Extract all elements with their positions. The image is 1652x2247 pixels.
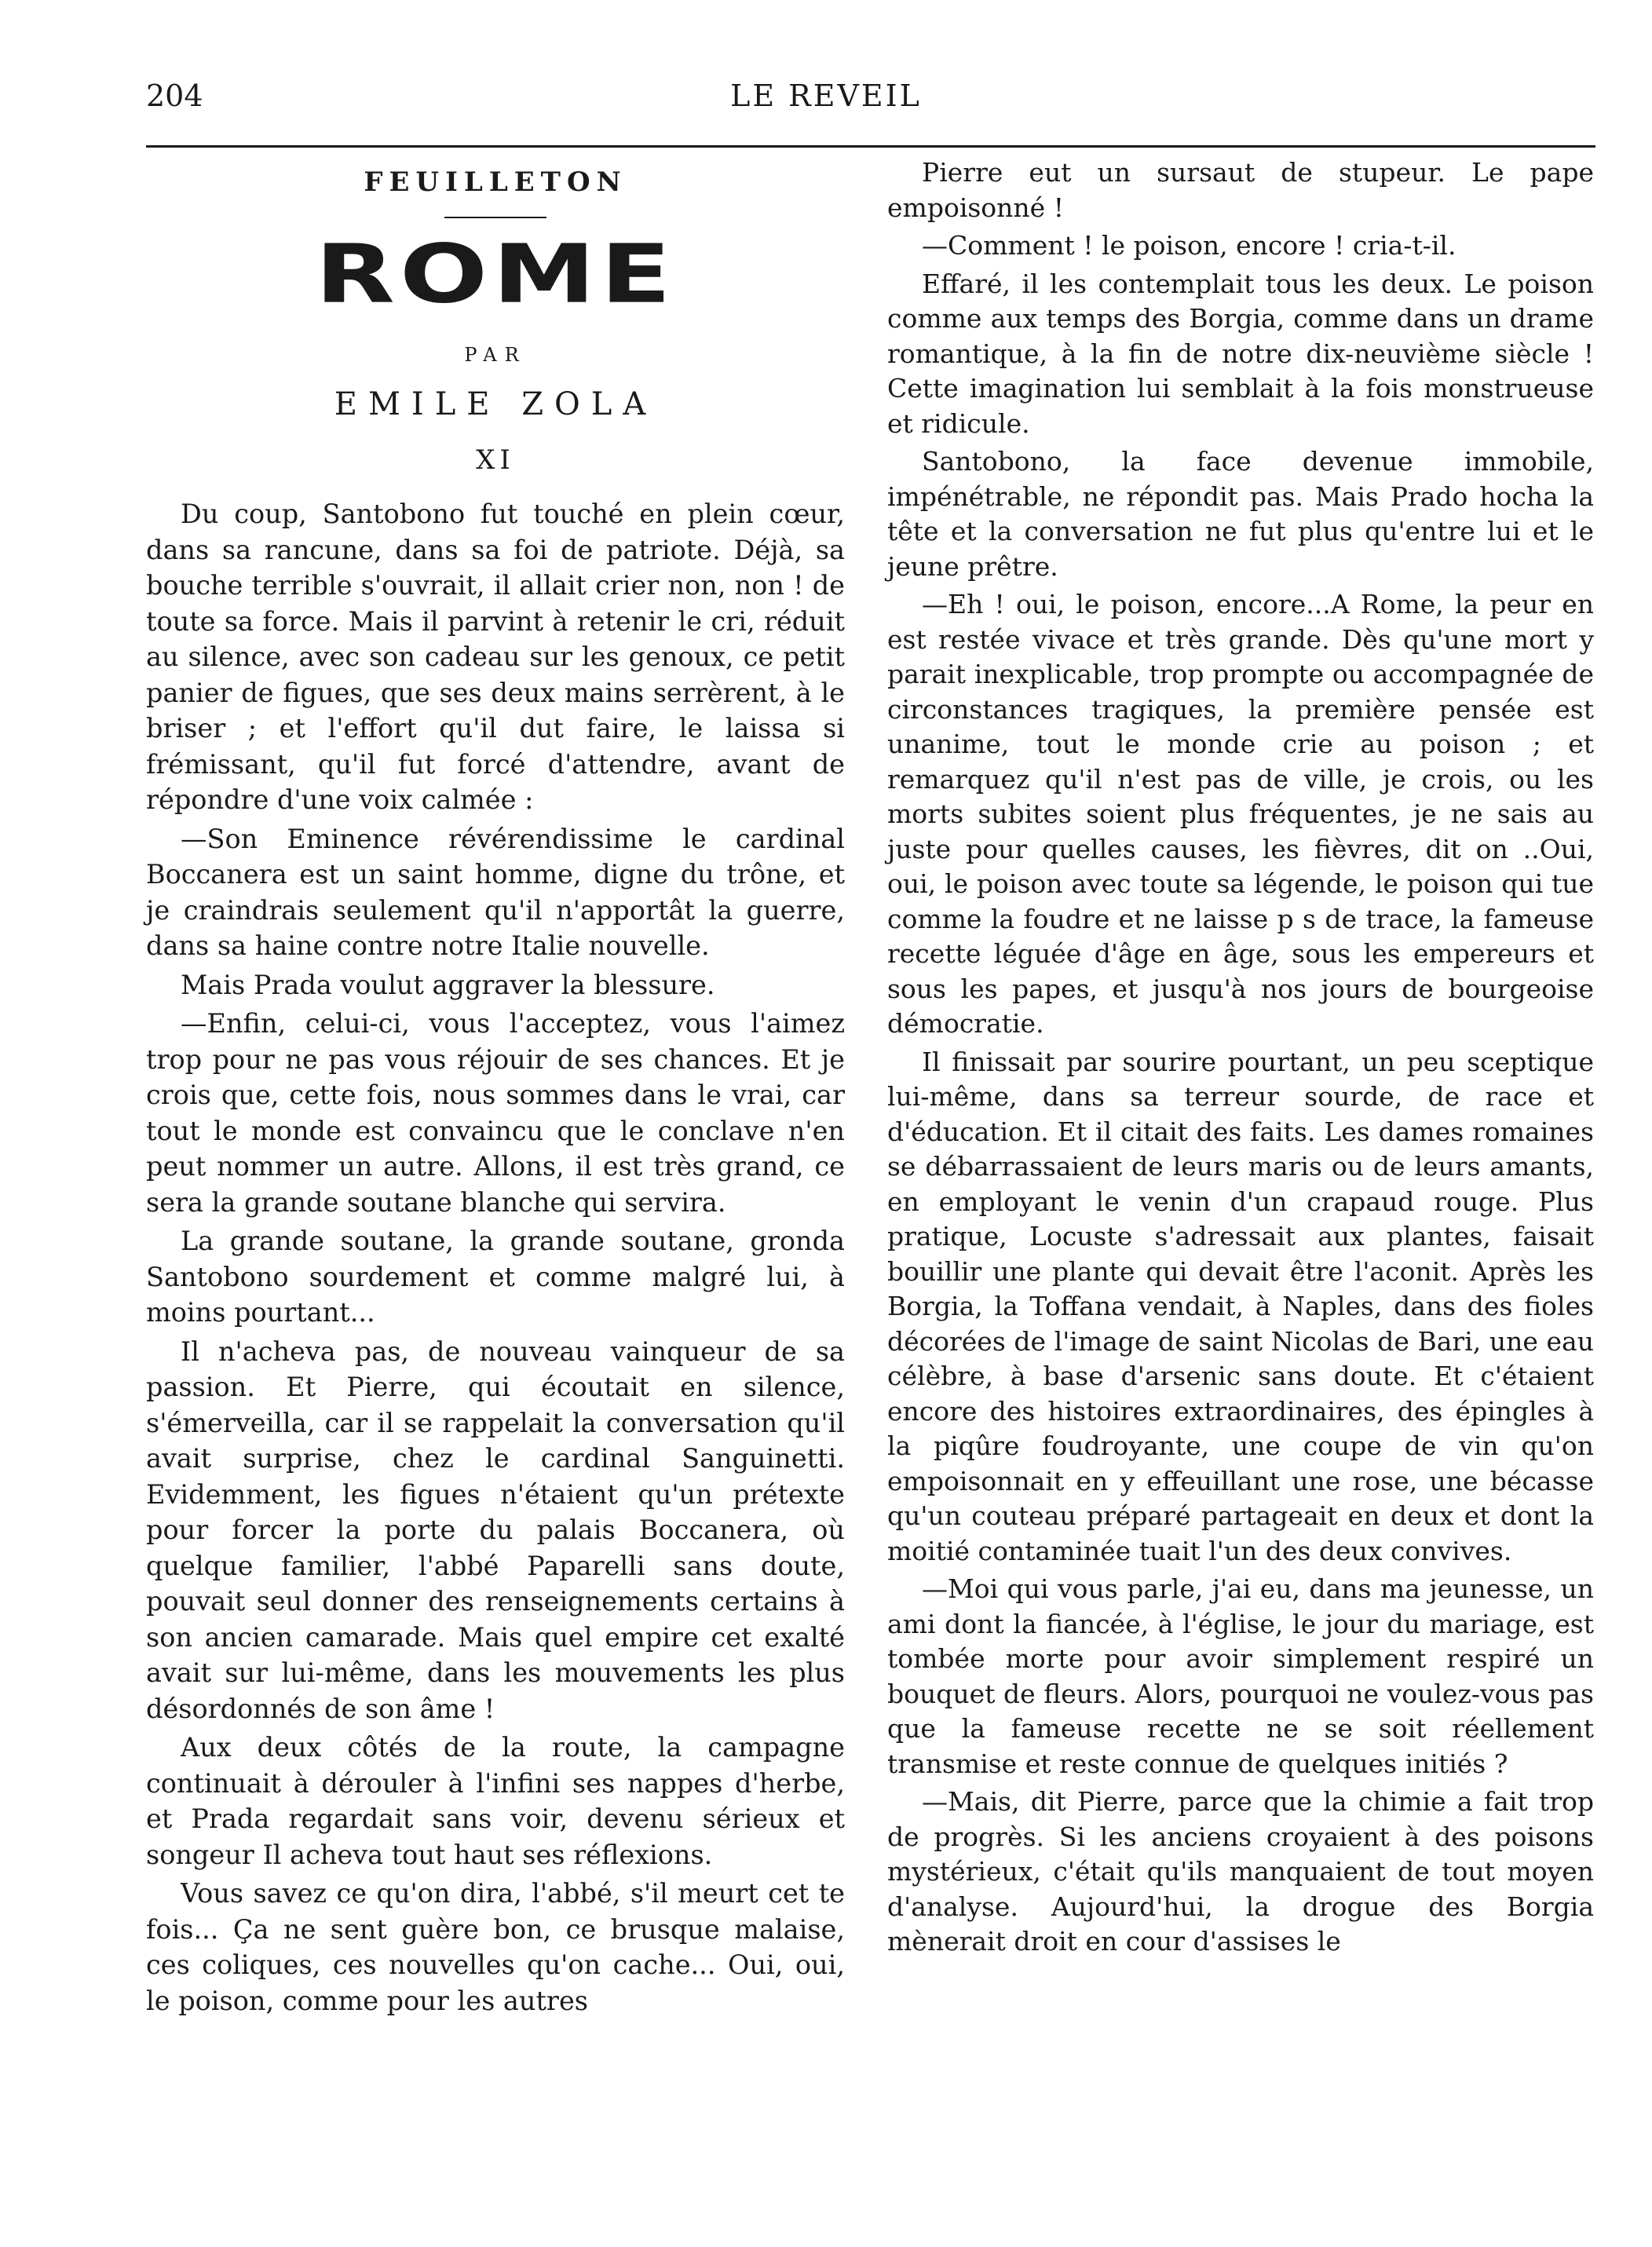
left-body	[146, 496, 845, 2019]
paragraph: La grande soutane, la grande soutane, gronda Santobono sourdement et comme malgré lui, à moins pourtant...	[146, 1226, 845, 1328]
paragraph: Vous savez ce qu'on dira, l'abbé, s'il meurt cet te fois... Ça ne sent guère bon, ce brusque malaise, ces coliques, ces nouvelles qu'on cache... Oui, oui, le poison, comme pour les autres	[146, 1878, 845, 2016]
paragraph: Du coup, Santobono fut touché en plein cœur, dans sa rancune, dans sa foi de patriote. Déjà, sa bouche terrible s'ouvrait, il allait crier non, non ! de toute sa force. Mais il parvint à retenir le cri, réduit au silence, avec son cadeau sur les genoux, ce petit panier de figues, que ses deux mains serrèrent, à le briser ; et l'effort qu'il dut faire, le laissa si frémissant, qu'il fut forcé d'attendre, avant de répondre d'une voix calmée :	[146, 499, 845, 815]
paragraph: —Comment ! le poison, encore ! cria-t-il.	[922, 230, 1456, 261]
chapter-number: XI	[476, 444, 515, 476]
paragraph: Mais Prada voulut aggraver la blessure.	[181, 969, 715, 1000]
left-column	[146, 155, 845, 2022]
page-number: 204	[146, 79, 203, 113]
byline-prefix: PAR	[464, 344, 527, 366]
paragraph: Il finissait par sourire pourtant, un peu sceptique lui-même, dans sa terreur sourde, de race et d'éducation. Et il citait des faits. Les dames romaines se débarrassaient de leurs maris ou de leurs amants, en employant le venin d'un crapaud rouge. Plus pratique, Locuste s'adressait aux plantes, faisait bouillir une plante qui devait être l'aconit. Après les Borgia, la Toffana vendait, à Naples, dans des fioles décorées de l'image de saint Nicolas de Bari, une eau célèbre, à base d'arsenic sans doute. Et c'étaient encore des histoires extraordinaires, des épingles à la piqûre foudroyante, une coupe de vin qu'on empoisonnait en y effeuillant une rose, une bécasse qu'un couteau préparé partageait en deux et dont la moitié contaminée tuait l'un des deux convives.	[887, 1046, 1594, 1566]
paragraph: —Enfin, celui-ci, vous l'acceptez, vous l'aimez trop pour ne pas vous réjouir de ses chances. Et je crois que, cette fois, nous sommes dans le vrai, car tout le monde est convaincu que le conclave n'en peut nommer un autre. Allons, il est très grand, ce sera la grande soutane blanche qui servira.	[146, 1008, 845, 1218]
paragraph: Pierre eut un sursaut de stupeur. Le pape empoisonné !	[887, 157, 1594, 223]
paragraph: —Eh ! oui, le poison, encore...A Rome, la peur en est restée vivace et très grande. Dès qu'une mort y parait inexplicable, trop prompte ou accompagnée de circonstances tragiques, la première pensée est unanime, tout le monde crie au poison ; et remarquez qu'il n'est pas de ville, je crois, ou les morts subites soient plus fréquentes, je ne sais au juste pour quelles causes, les fièvres, dit on ..Oui, oui, le poison avec toute sa légende, le poison qui tue comme la foudre et ne laisse p s de trace, la fameuse recette léguée d'âge en âge, sous les empereurs et sous les papes, et jusqu'à nos jours de bourgeoise démocratie.	[887, 589, 1594, 1039]
novel-title: ROME	[315, 227, 676, 322]
author-name: EMILE ZOLA	[334, 386, 657, 422]
title-divider	[444, 217, 546, 218]
paragraph: —Mais, dit Pierre, parce que la chimie a fait trop de progrès. Si les anciens croyaient à des poisons mystérieux, c'était qu'ils manquaient de tout moyen d'analyse. Aujourd'hui, la drogue des Borgia mènerait droit en cour d'assises le	[887, 1786, 1594, 1957]
right-column	[887, 155, 1594, 1963]
paragraph: Aux deux côtés de la route, la campagne continuait à dérouler à l'infini ses nappes d'herbe, et Prada regardait sans voir, devenu sérieux et songeur Il acheva tout haut ses réflexions.	[146, 1732, 845, 1870]
header-rule	[146, 145, 1595, 148]
paragraph: —Moi qui vous parle, j'ai eu, dans ma jeunesse, un ami dont la fiancée, à l'église, le jour du mariage, est tombée morte pour avoir simplement respiré un bouquet de fleurs. Alors, pourquoi ne voulez-vous pas que la fameuse recette ne se soit réellement transmise et reste connue de quelques initiés ?	[887, 1573, 1594, 1779]
paragraph: Il n'acheva pas, de nouveau vainqueur de sa passion. Et Pierre, qui écoutait en silence, s'émerveilla, car il se rappelait la conversation qu'il avait surprise, chez le cardinal Sanguinetti. Evidemment, les figues n'étaient qu'un prétexte pour forcer la porte du palais Boccanera, où quelque familier, l'abbé Paparelli sans doute, pouvait seul donner des renseignements certains à son ancien camarade. Mais quel empire cet exalté avait sur lui-même, dans les mouvements les plus désordonnés de son âme !	[146, 1335, 845, 1724]
paragraph: Effaré, il les contemplait tous les deux. Le poison comme aux temps des Borgia, comme dans un drame romantique, à la fin de notre dix-neuvième siècle ! Cette imagination lui semblait à la fois monstrueuse et ridicule.	[887, 268, 1594, 439]
paragraph: —Son Eminence révérendissime le cardinal Boccanera est un saint homme, digne du trône, et je craindrais seulement qu'il n'apportât la guerre, dans sa haine contre notre Italie nouvelle.	[146, 823, 845, 961]
paragraph: Santobono, la face devenue immobile, impénétrable, ne répondit pas. Mais Prado hocha la tête et la conversation ne fut plus qu'entre lui et le jeune prêtre.	[887, 446, 1594, 582]
journal-title: LE REVEIL	[730, 79, 922, 113]
section-label: FEUILLETON	[364, 166, 627, 198]
